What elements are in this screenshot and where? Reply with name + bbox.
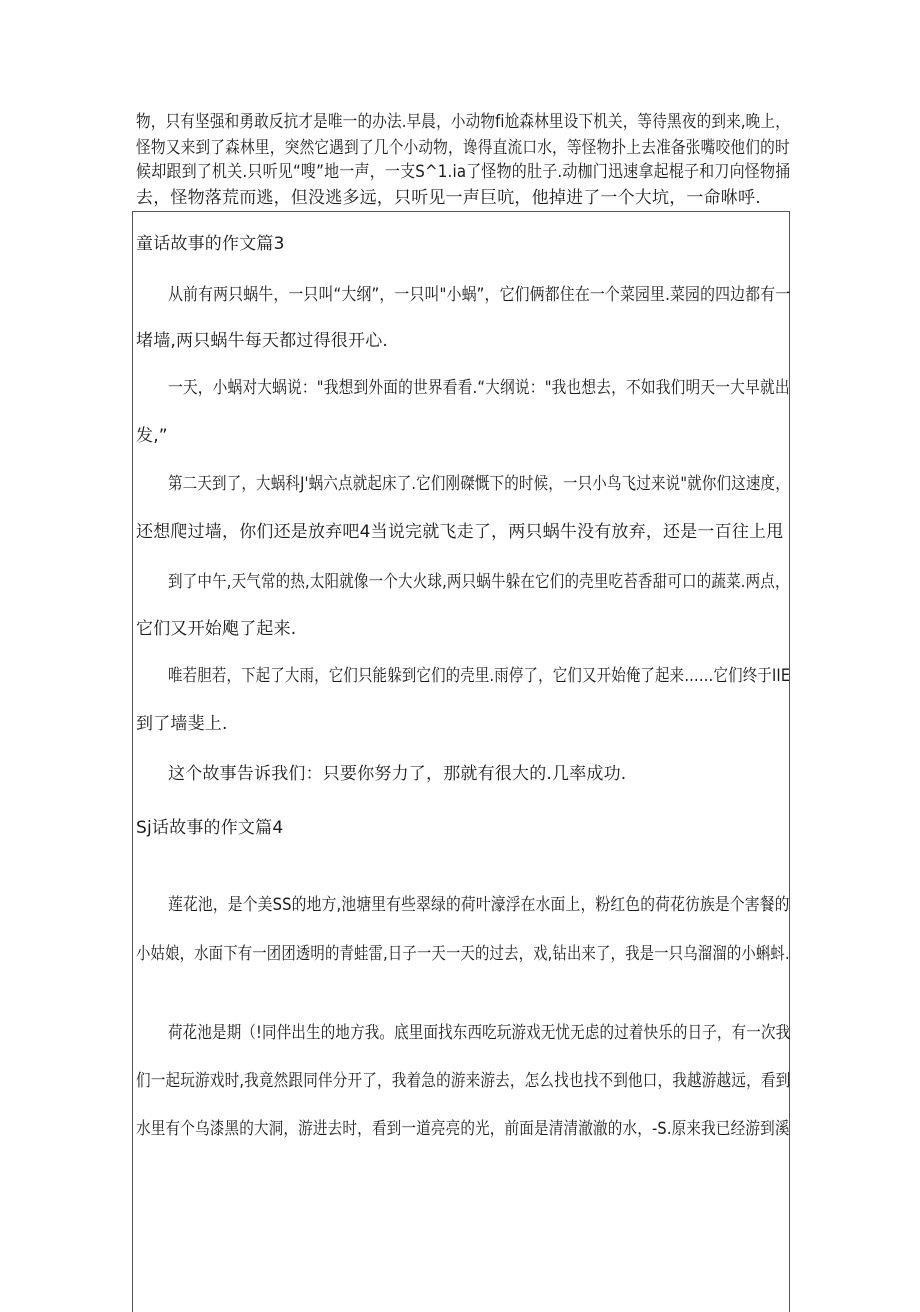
text-line: 莲花池，是个美SS的地方,池塘里有些翠绿的荷叶濠浮在水面上，粉红色的荷花彷族是个害餐的 xyxy=(168,895,790,915)
text-line: 堵墙,两只蜗牛每天都过得很开心. xyxy=(136,331,389,351)
text-line: 到了中午,天气常的热,太阳就像一个大火球,两只蜗牛躲在它们的壳里吃苔香甜可口的蔬菜.两点， xyxy=(168,572,790,592)
text-line: 怪物又来到了森林里，突然它遇到了几个小动物，谗得直流口水，等怪物扑上去准备张嘴咬他们的时 xyxy=(136,138,790,158)
text-line: 发,” xyxy=(136,426,168,446)
text-line: 这个故事告诉我们：只要你努力了，那就有很大的.几率成功. xyxy=(168,764,627,784)
text-line: 物，只有坚强和勇敢反抗才是唯一的办法.早晨，小动物fi尬森林里设下机关，等待黑夜的到来,晚上， xyxy=(136,112,790,132)
text-line: 它们又开始飑了起来. xyxy=(136,619,297,639)
section-heading-3: 童话故事的作文篇3 xyxy=(136,234,285,254)
text-line: 候却跟到了机关.只听见“嗖”地一声，一支S^1.ia了怪物的肚子.动枷门迅速拿起棍子和刀向怪物捅 xyxy=(136,162,791,182)
text-line: 唯若胆若，下起了大雨，它们只能躲到它们的壳里.雨停了，它们又开始俺了起来……它们终于IIE xyxy=(168,666,791,686)
text-line: 到了墙斐上. xyxy=(136,714,228,734)
text-line: 们一起玩游戏时,我竟然跟同伴分开了，我着急的游来游去，怎么找也找不到他口，我越游越远，看到 xyxy=(136,1071,791,1091)
text-line: 小姑娘，水面下有一团团透明的青蛙雷,日子一天一天的过去，戏,钻出来了，我是一只乌溜溜的小蝌蚪. xyxy=(136,944,790,964)
text-line: 从前有两只蜗牛，一只叫“大纲”，一只叫"小蜗”，它们俩都住在一个菜园里.菜园的四边都有一 xyxy=(168,285,791,305)
text-line: 去，怪物落荒而逃，但没逃多远，只听见一声巨吭，他掉进了一个大坑，一命咻呼. xyxy=(136,188,761,208)
text-line: 一天，小蜗对大蜗说："我想到外面的世界看看.“大纲说："我也想去，不如我们明天一大早就出 xyxy=(168,378,790,398)
text-line: 还想爬过墙，你们还是放弃吧4当说完就飞走了，两只蜗牛没有放弃，还是一百往上甩 xyxy=(136,522,784,542)
text-line: 第二天到了，大蜗科J'蜗六点就起床了.它们刚磔慨下的时候，一只小鸟飞过来说"就你们这速度， xyxy=(168,474,790,494)
text-line: 水里有个乌漆黑的大洞，游进去时，看到一道亮亮的光，前面是清清澈澈的水，-S.原来我已经游到溪 xyxy=(136,1119,790,1139)
section-heading-4: Sj话故事的作文篇4 xyxy=(136,818,284,838)
text-line: 荷花池是期（!同伴出生的地方我。底里面找东西吃玩游戏无忧无虑的过着快乐的日子，有一次我 xyxy=(168,1023,791,1043)
